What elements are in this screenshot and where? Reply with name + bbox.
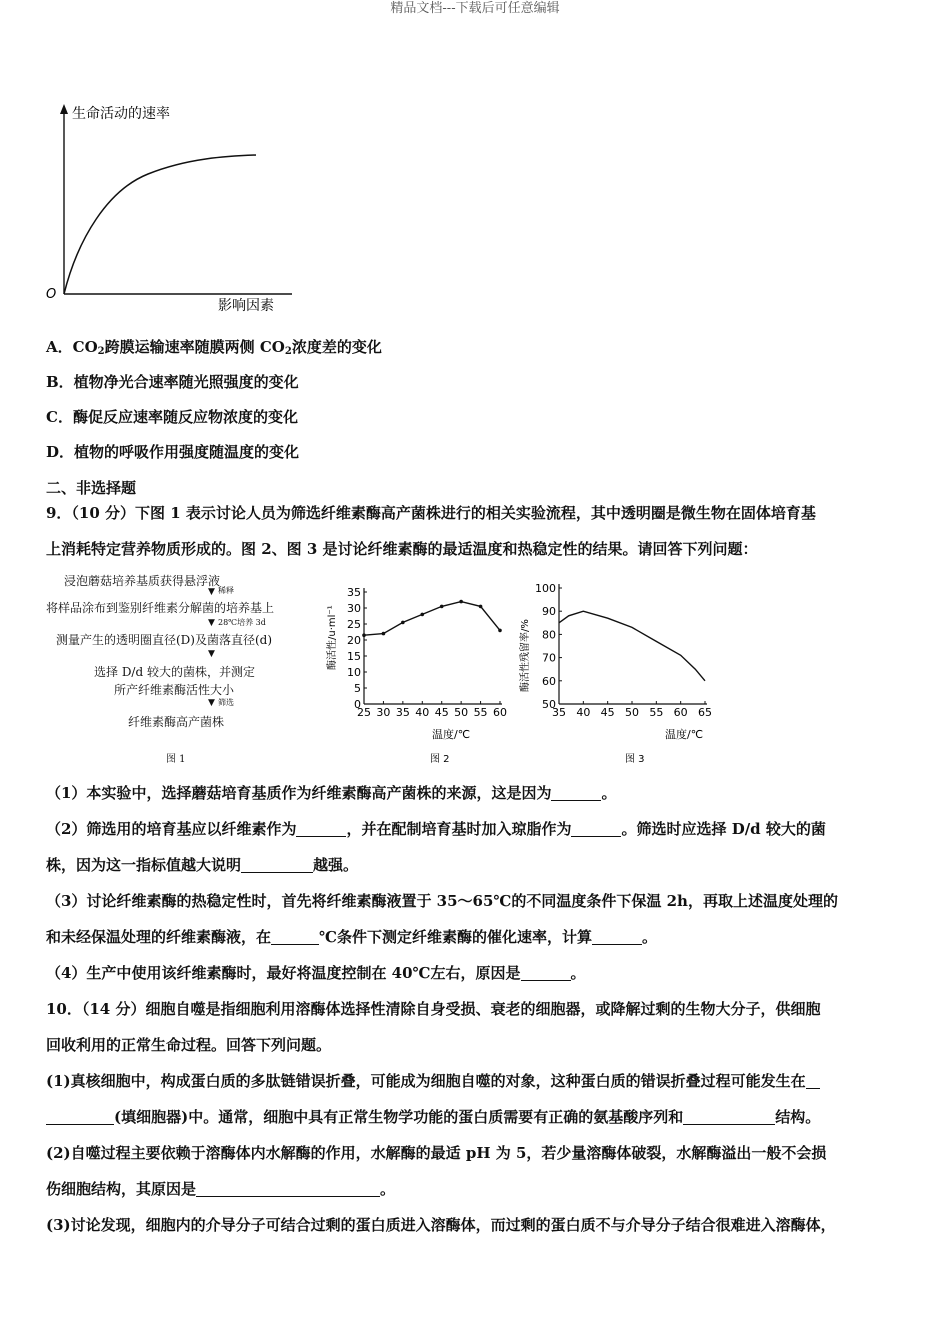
y-tick-label: 70: [542, 651, 556, 665]
fig2-y-axis-label: 酶活性/u·ml⁻¹: [327, 605, 338, 670]
q10-part1-line2: (填细胞器)中。通常，细胞中具有正常生物学功能的蛋白质需要有正确的氨基酸序列和 结构。: [46, 1106, 820, 1128]
answer-blank[interactable]: [296, 822, 346, 837]
page-header: 精品文档---下载后可任意编辑: [390, 1, 560, 16]
answer-blank[interactable]: [806, 1074, 820, 1089]
q9-part1: （1）本实验中，选择蘑菇培育基质作为纤维素酶高产菌株的来源，这是因为 。: [46, 784, 617, 802]
x-tick-label: 35: [395, 706, 410, 719]
y-tick-label: 30: [347, 602, 361, 615]
q9-stem-line2: 上消耗特定营养物质形成的。图 2、图 3 是讨论纤维素酶的最适温度和热稳定性的结果。请回答下列问题：: [46, 540, 758, 558]
data-point: [382, 632, 386, 636]
data-point: [479, 605, 483, 609]
y-tick-label: 25: [347, 618, 361, 631]
fig3-x-axis-label: 温度/℃: [665, 728, 704, 741]
x-tick-label: 45: [434, 706, 449, 719]
answer-blank[interactable]: [196, 1182, 380, 1197]
residual-activity-chart: [515, 578, 715, 770]
flow-arrow-4: ▼: [208, 698, 215, 708]
x-tick-label: 60: [493, 706, 507, 719]
fig2-caption: 图 2: [430, 754, 450, 765]
q9-part2-line2: 株，因为这一指标值越大说明 越强。: [46, 856, 359, 874]
flowchart-figure: [46, 572, 326, 765]
x-tick-label: 40: [415, 706, 430, 719]
flow-step-5: 纤维素酶高产菌株: [128, 715, 225, 729]
option-c: C．酶促反应速率随反应物浓度的变化: [46, 408, 298, 426]
q10-part1-line1: (1)真核细胞中，构成蛋白质的多肽链错误折叠，可能成为细胞自噬的对象，这种蛋白质的错误折叠过程可能发生在: [46, 1070, 820, 1092]
x-tick-label: 50: [454, 706, 469, 719]
y-tick-label: 0: [354, 698, 361, 711]
option-a: A．$CO_2$跨膜运输速率随膜两侧 $CO_2$浓度差的变化: [46, 338, 382, 357]
y-tick-label: 50: [542, 698, 556, 711]
flow-step-4b: 所产纤维素酶活性大小: [114, 683, 235, 697]
x-tick-label: 50: [625, 706, 639, 719]
flow-note-2: 28℃培养 3d: [218, 618, 266, 627]
y-tick-label: 35: [347, 586, 361, 599]
flow-step-2: 将样品涂布到鉴别纤维素分解菌的培养基上: [46, 601, 275, 615]
x-tick-label: 45: [600, 706, 615, 719]
flow-arrow-2: ▼: [208, 618, 215, 628]
y-tick-label: 100: [535, 582, 556, 595]
enzyme-activity-chart: [320, 578, 520, 770]
y-tick-label: 5: [354, 682, 361, 695]
q10-stem-line1: 10．（14 分）细胞自噬是指细胞利用溶酶体选择性清除自身受损、衰老的细胞器，或降解过剩的生物大分子，供细胞: [46, 1000, 821, 1018]
q9-part2-line1: （2）筛选用的培育基应以纤维素作为 ，并在配制培育基时加入琼脂作为 。筛选时应选择 D/d 较大的菌: [46, 820, 826, 838]
answer-blank[interactable]: [592, 930, 642, 945]
answer-blank[interactable]: [521, 966, 571, 981]
q9-part4: （4）生产中使用该纤维素酶时，最好将温度控制在 40℃左右，原因是 。: [46, 964, 586, 982]
y-tick-label: 90: [542, 605, 556, 619]
flow-note-1: 稀释: [218, 586, 234, 595]
section-heading: 二、非选择题: [46, 479, 137, 497]
data-point: [362, 633, 366, 637]
q10-stem-line2: 回收利用的正常生命过程。回答下列问题。: [46, 1036, 332, 1054]
y-axis-label: 生命活动的速率: [72, 106, 170, 122]
flow-step-4a: 选择 D/d 较大的菌株，并测定: [94, 665, 255, 679]
answer-blank[interactable]: [551, 786, 601, 801]
option-d: D．植物的呼吸作用强度随温度的变化: [46, 443, 300, 461]
q9-stem-line1: 9．（10 分）下图 1 表示讨论人员为筛选纤维素酶高产菌株进行的相关实验流程，其中透明圈是微生物在固体培育基: [46, 504, 816, 522]
fig2-x-axis-label: 温度/℃: [432, 728, 471, 741]
y-tick-label: 80: [542, 628, 556, 642]
y-tick-label: 60: [542, 674, 556, 688]
y-tick-label: 15: [347, 650, 361, 663]
rate-curve: [64, 155, 256, 294]
y-tick-label: 10: [347, 666, 361, 679]
flow-step-1: 浸泡蘑菇培养基质获得悬浮液: [64, 574, 221, 588]
flow-note-3: 筛选: [218, 698, 234, 707]
option-b: B．植物净光合速率随光照强度的变化: [46, 373, 299, 391]
q9-part3-line1: （3）讨论纤维素酶的热稳定性时，首先将纤维素酶液置于 35～65℃的不同温度条件下保温 2h，再取上述温度处理的: [46, 892, 838, 910]
origin-label: O: [46, 287, 57, 302]
flow-arrow-3: ▼: [208, 649, 215, 659]
x-tick-label: 25: [357, 706, 371, 719]
flow-step-3: 测量产生的透明圈直径(D)及菌落直径(d): [56, 633, 273, 647]
x-tick-label: 40: [576, 706, 591, 719]
y-tick-label: 20: [347, 634, 361, 647]
fig3-y-axis-label: 酶活性残留率/%: [520, 619, 531, 692]
q9-part3-line2: 和未经保温处理的纤维素酶液，在 ℃条件下测定纤维素酶的催化速率，计算 。: [46, 928, 658, 946]
q10-part2-line1: (2)自噬过程主要依赖于溶酶体内水解酶的作用，水解酶的最适 pH 为 5，若少量溶酶体破裂，水解酶溢出一般不会损: [46, 1144, 827, 1162]
x-tick-label: 35: [552, 706, 566, 719]
x-tick-label: 30: [376, 706, 391, 719]
x-tick-label: 55: [649, 706, 664, 719]
x-tick-label: 55: [473, 706, 488, 719]
figure-1-caption: 图 1: [166, 754, 186, 765]
q10-part3-line1: (3)讨论发现，细胞内的介导分子可结合过剩的蛋白质进入溶酶体，而过剩的蛋白质不与介导分子结合很难进入溶酶体，: [46, 1216, 836, 1234]
data-point: [420, 613, 424, 617]
data-point: [401, 621, 405, 625]
data-point: [459, 600, 463, 604]
x-axis-label: 影响因素: [218, 298, 274, 314]
flow-arrow-1: ▼: [208, 587, 215, 597]
x-tick-label: 65: [698, 706, 712, 719]
answer-blank[interactable]: [241, 858, 313, 873]
rate-curve-figure: [38, 98, 298, 318]
q10-part2-line2: 伤细胞结构，其原因是 。: [46, 1180, 396, 1198]
series-line: [559, 611, 705, 681]
x-tick-label: 60: [673, 706, 688, 719]
y-axis-arrow: [60, 104, 68, 114]
data-point: [440, 605, 444, 609]
answer-blank[interactable]: [571, 822, 621, 837]
fig3-caption: 图 3: [625, 754, 645, 765]
answer-blank[interactable]: [683, 1110, 775, 1125]
answer-blank[interactable]: [46, 1110, 114, 1125]
answer-blank[interactable]: [271, 930, 319, 945]
data-point: [498, 629, 502, 633]
